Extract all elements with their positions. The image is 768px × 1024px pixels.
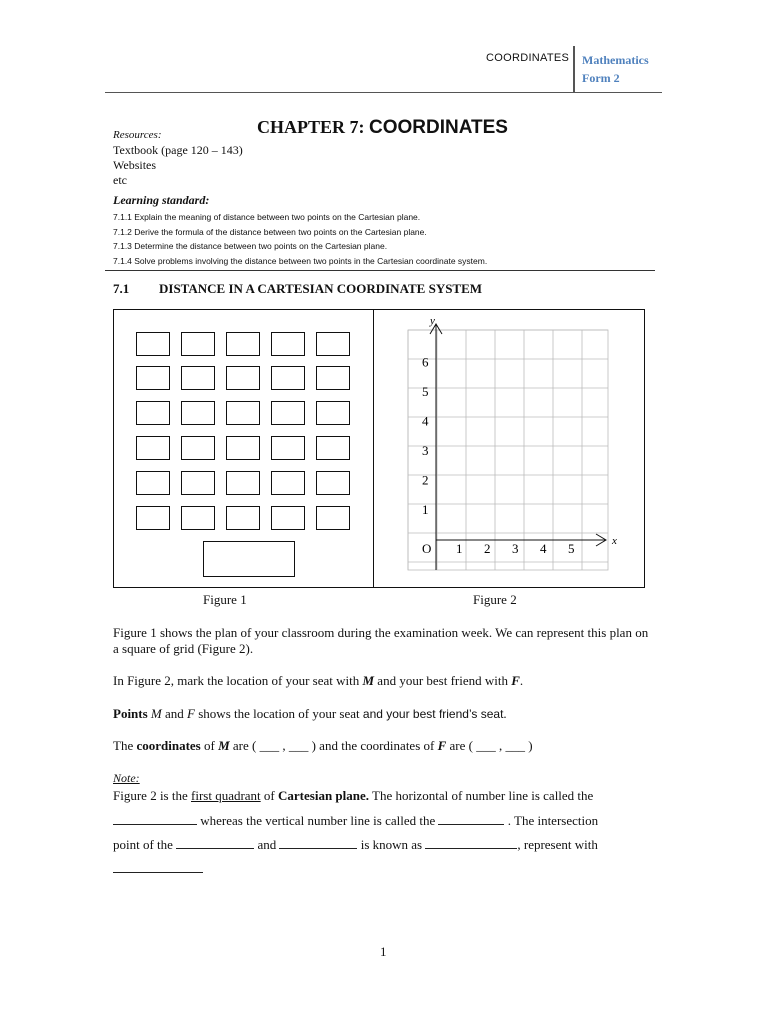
seat-box: [136, 401, 170, 425]
origin-label: O: [422, 541, 432, 556]
text: is known as: [357, 837, 426, 852]
seat-box: [136, 436, 170, 460]
points-term: Points: [113, 706, 148, 721]
seat-box: [316, 401, 350, 425]
resource-item: Textbook (page 120 – 143): [113, 143, 243, 157]
seat-box: [316, 506, 350, 530]
note-line-3: [113, 836, 653, 853]
text: and your best friend’s seat: [362, 707, 504, 721]
seat-box: [226, 332, 260, 356]
text: The horizontal of number line is called the: [369, 788, 594, 803]
header-subject-block: [582, 51, 649, 87]
cartesian-grid: [374, 310, 642, 586]
text: and: [254, 837, 280, 852]
figure1-caption: Figure 1: [203, 592, 247, 607]
point-f: F: [511, 673, 520, 688]
learning-standard-item: 7.1.3 Determine the distance between two points on the Cartesian plane.: [113, 241, 388, 252]
text: of: [260, 788, 279, 803]
seat-box: [316, 436, 350, 460]
section-title: DISTANCE IN A CARTESIAN COORDINATE SYSTEM: [159, 281, 483, 296]
x-tick-label: 2: [484, 541, 491, 556]
chapter-name: COORDINATES: [369, 117, 508, 138]
page-number: 1: [380, 944, 387, 959]
paragraph-mark: [113, 673, 653, 689]
chapter-prefix: CHAPTER 7:: [257, 117, 369, 137]
paragraph-coordinates: [113, 738, 653, 754]
chapter-title: [257, 117, 508, 139]
text: . The intersection: [504, 813, 599, 828]
learning-standard-list: [113, 210, 487, 268]
text: .: [503, 706, 507, 721]
coordinates-term: coordinates: [136, 738, 201, 753]
text: The: [113, 738, 137, 753]
y-axis-label: y: [430, 315, 435, 327]
paragraph-points: [113, 706, 653, 722]
paragraph-intro: Figure 1 shows the plan of your classroom during the examination week. We can represent this plan on a square of grid (Figure 2).: [113, 625, 649, 656]
x-tick-label: 1: [456, 541, 463, 556]
answer-blank[interactable]: [438, 812, 504, 825]
text: point of the: [113, 837, 177, 852]
seat-box: [136, 332, 170, 356]
seat-box: [271, 506, 305, 530]
seat-box: [181, 401, 215, 425]
y-tick-label: 2: [422, 472, 429, 488]
first-quadrant-term: first quadrant: [191, 788, 261, 803]
seat-box: [226, 366, 260, 390]
note-line-2: [113, 812, 653, 829]
resources-label: Resources: [113, 129, 158, 141]
text: .: [519, 673, 524, 688]
header-rule: [105, 92, 662, 93]
text: and your best friend with: [374, 673, 512, 688]
header-subject: Mathematics: [582, 53, 649, 67]
seat-box: [316, 366, 350, 390]
seat-box: [136, 506, 170, 530]
teacher-desk: [203, 541, 295, 577]
learning-standard-item: 7.1.4 Solve problems involving the distance between two points in the Cartesian coordinate system.: [113, 255, 488, 266]
learning-standard-label: Learning standard: [113, 193, 206, 207]
resource-item: etc: [113, 173, 127, 187]
answer-blank[interactable]: [113, 812, 197, 825]
seat-box: [316, 471, 350, 495]
learning-standard-item: 7.1.1 Explain the meaning of distance between two points on the Cartesian plane.: [113, 212, 421, 222]
seat-box: [181, 436, 215, 460]
learning-standard-heading: Learning standard:: [113, 193, 210, 207]
seat-box: [181, 332, 215, 356]
y-tick-label: 3: [422, 443, 429, 458]
text: In Figure 2, mark the location of your seat with: [113, 673, 363, 688]
answer-blank[interactable]: [176, 836, 254, 849]
y-tick-label: 6: [422, 354, 429, 370]
answer-blank[interactable]: [279, 836, 357, 849]
seat-box: [226, 401, 260, 425]
resource-item: Websites: [113, 158, 157, 172]
seat-box: [136, 471, 170, 495]
seat-box: [181, 366, 215, 390]
figure2-caption: Figure 2: [473, 592, 517, 607]
seat-box: [181, 506, 215, 530]
text: are ( ___ , ___ ) and the coordinates of: [229, 738, 438, 753]
point-f: F: [187, 706, 195, 721]
seat-box: [271, 332, 305, 356]
text: Figure 2 is the: [113, 788, 191, 803]
seat-box: [226, 506, 260, 530]
point-m: M: [362, 673, 375, 688]
point-m: M: [218, 738, 230, 753]
seat-box: [226, 471, 260, 495]
seat-box: [271, 436, 305, 460]
seat-box: [226, 436, 260, 460]
seat-box: [271, 366, 305, 390]
text: shows the location of your seat: [195, 706, 363, 721]
text: of: [200, 738, 219, 753]
x-tick-label: 3: [512, 541, 519, 556]
learning-standard-item: 7.1.2 Derive the formula of the distance between two points on the Cartesian plane.: [113, 226, 427, 237]
grid-border: [408, 330, 608, 570]
note-label: Note:: [113, 771, 140, 785]
section-heading: [113, 281, 482, 297]
point-f: F: [437, 738, 447, 753]
seat-box: [181, 471, 215, 495]
seat-box: [136, 366, 170, 390]
note-line-4: [113, 860, 653, 877]
header-form: Form 2: [582, 71, 620, 85]
y-tick-label: 4: [422, 413, 429, 429]
x-tick-label: 4: [540, 541, 547, 556]
note-line-1: [113, 788, 653, 804]
seat-box: [271, 471, 305, 495]
x-tick-label: 5: [568, 541, 575, 556]
x-axis-label: x: [612, 535, 617, 547]
text: , represent with: [517, 837, 598, 852]
section-rule: [105, 270, 655, 271]
seat-box: [271, 401, 305, 425]
text: are ( ___ , ___ ): [446, 738, 533, 753]
resources-block: Resources: Textbook (page 120 – 143) Websites etc: [113, 129, 243, 187]
text: and: [161, 706, 188, 721]
answer-blank[interactable]: [425, 836, 517, 849]
text: whereas the vertical number line is called the: [197, 813, 439, 828]
header-topic: COORDINATES: [486, 52, 570, 64]
cartesian-plane-term: Cartesian plane.: [278, 788, 370, 803]
section-number: 7.1: [113, 281, 130, 296]
seat-box: [316, 332, 350, 356]
point-m: M: [150, 706, 162, 721]
y-tick-label: 1: [422, 502, 429, 517]
y-tick-label: 5: [422, 384, 429, 399]
header-divider: [573, 46, 575, 92]
answer-blank[interactable]: [113, 860, 203, 873]
